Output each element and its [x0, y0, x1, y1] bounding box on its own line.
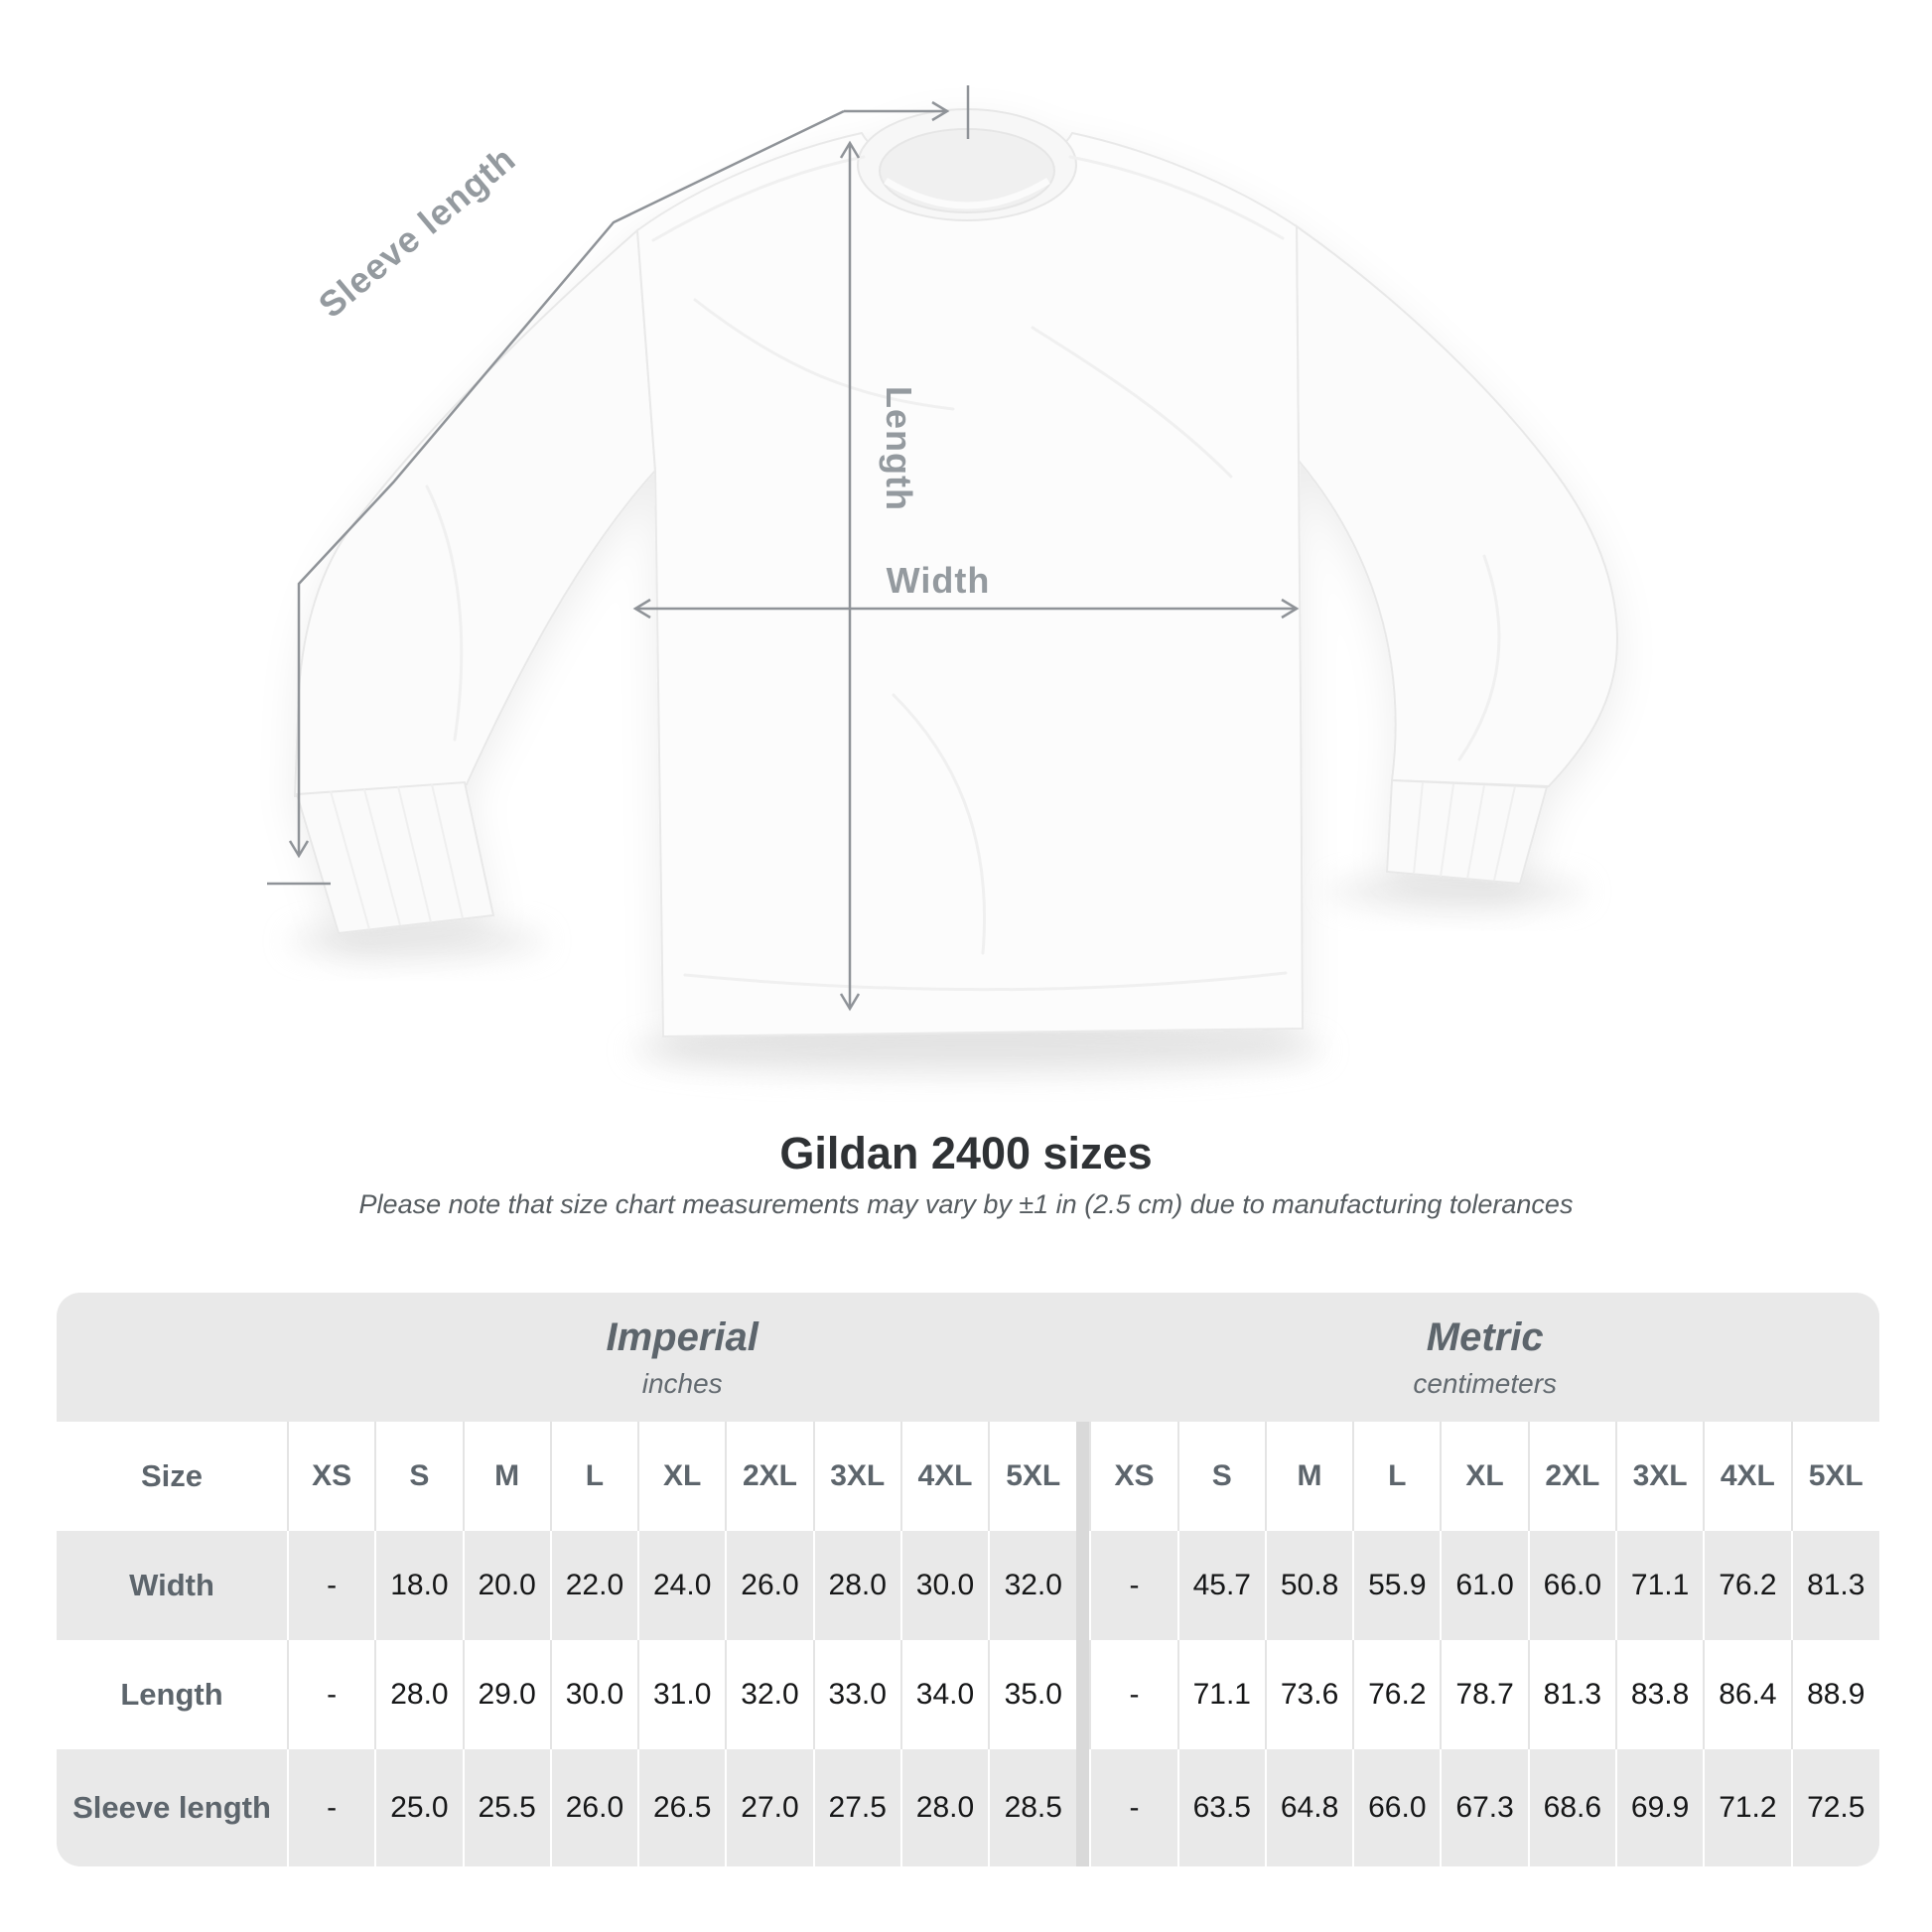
- band-gap: [1076, 1293, 1090, 1422]
- length-metric-value: 73.6: [1266, 1640, 1353, 1749]
- sleeve-imperial-value: -: [288, 1749, 375, 1866]
- size-header-metric-3xl: 3XL: [1616, 1422, 1704, 1531]
- size-table-grid: [57, 1293, 1879, 1866]
- size-header-imperial-3xl: 3XL: [814, 1422, 901, 1531]
- width-row: [57, 1531, 1879, 1640]
- imperial-group-header: [288, 1293, 1076, 1422]
- length-metric-value: 78.7: [1441, 1640, 1528, 1749]
- size-column-header: Size: [57, 1422, 288, 1531]
- width-imperial-value: -: [288, 1531, 375, 1640]
- sleeve-length-row-label: Sleeve length: [57, 1749, 288, 1866]
- sleeve-imperial-value: 26.0: [551, 1749, 638, 1866]
- width-imperial-value: 30.0: [901, 1531, 989, 1640]
- size-table: [57, 1293, 1879, 1866]
- length-metric-value: 81.3: [1529, 1640, 1616, 1749]
- width-metric-value: -: [1090, 1531, 1177, 1640]
- length-imperial-value: 35.0: [989, 1640, 1076, 1749]
- sleeve-imperial-value: 28.0: [901, 1749, 989, 1866]
- left-cuff: [297, 782, 493, 933]
- sleeve-metric-value: -: [1090, 1749, 1177, 1866]
- width-metric-value: 71.1: [1616, 1531, 1704, 1640]
- width-metric-value: 61.0: [1441, 1531, 1528, 1640]
- unit-divider: [1076, 1531, 1090, 1640]
- sleeve-metric-value: 64.8: [1266, 1749, 1353, 1866]
- sleeve-metric-value: 66.0: [1353, 1749, 1441, 1866]
- size-header-imperial-4xl: 4XL: [901, 1422, 989, 1531]
- length-metric-value: 86.4: [1704, 1640, 1791, 1749]
- size-header-imperial-xl: XL: [638, 1422, 726, 1531]
- page-subtitle: Please note that size chart measurements may vary by ±1 in (2.5 cm) due to manufacturing tolerances: [358, 1189, 1574, 1219]
- width-label: Width: [886, 560, 991, 601]
- width-imperial-value: 26.0: [726, 1531, 813, 1640]
- length-row-label: Length: [57, 1640, 288, 1749]
- sleeve-imperial-value: 28.5: [989, 1749, 1076, 1866]
- size-header-metric-2xl: 2XL: [1529, 1422, 1616, 1531]
- width-metric-value: 66.0: [1529, 1531, 1616, 1640]
- length-imperial-value: 30.0: [551, 1640, 638, 1749]
- length-metric-value: 76.2: [1353, 1640, 1441, 1749]
- sleeve-imperial-value: 25.0: [375, 1749, 463, 1866]
- sleeve-metric-value: 68.6: [1529, 1749, 1616, 1866]
- sleeve-length-label: Sleeve length: [310, 137, 524, 326]
- length-metric-value: 88.9: [1792, 1640, 1879, 1749]
- right-sleeve: [1297, 226, 1617, 786]
- length-imperial-value: 28.0: [375, 1640, 463, 1749]
- width-imperial-value: 24.0: [638, 1531, 726, 1640]
- width-imperial-value: 32.0: [989, 1531, 1076, 1640]
- length-metric-value: -: [1090, 1640, 1177, 1749]
- sleeve-metric-value: 69.9: [1616, 1749, 1704, 1866]
- length-row: [57, 1640, 1879, 1749]
- length-metric-value: 71.1: [1178, 1640, 1266, 1749]
- sleeve-metric-value: 67.3: [1441, 1749, 1528, 1866]
- width-imperial-value: 18.0: [375, 1531, 463, 1640]
- size-header-imperial-l: L: [551, 1422, 638, 1531]
- right-cuff: [1387, 780, 1547, 884]
- size-header-imperial-5xl: 5XL: [989, 1422, 1076, 1531]
- size-header-imperial-m: M: [464, 1422, 551, 1531]
- unit-header-row: [57, 1293, 1879, 1422]
- size-header-metric-4xl: 4XL: [1704, 1422, 1791, 1531]
- width-row-label: Width: [57, 1531, 288, 1640]
- length-imperial-value: 31.0: [638, 1640, 726, 1749]
- size-header-imperial-xs: XS: [288, 1422, 375, 1531]
- sleeve-imperial-value: 26.5: [638, 1749, 726, 1866]
- metric-group-header: [1090, 1293, 1879, 1422]
- metric-title: Metric: [1426, 1314, 1544, 1359]
- width-metric-value: 50.8: [1266, 1531, 1353, 1640]
- imperial-title: Imperial: [606, 1314, 759, 1359]
- sleeve-imperial-value: 25.5: [464, 1749, 551, 1866]
- width-imperial-value: 20.0: [464, 1531, 551, 1640]
- width-metric-value: 76.2: [1704, 1531, 1791, 1640]
- length-metric-value: 83.8: [1616, 1640, 1704, 1749]
- sleeve-imperial-value: 27.0: [726, 1749, 813, 1866]
- size-header-imperial-2xl: 2XL: [726, 1422, 813, 1531]
- unit-divider: [1076, 1749, 1090, 1866]
- size-header-row: [57, 1422, 1879, 1531]
- length-imperial-value: -: [288, 1640, 375, 1749]
- sleeve-imperial-value: 27.5: [814, 1749, 901, 1866]
- sleeve-metric-value: 63.5: [1178, 1749, 1266, 1866]
- size-header-metric-m: M: [1266, 1422, 1353, 1531]
- length-label: Length: [879, 386, 919, 511]
- width-imperial-value: 22.0: [551, 1531, 638, 1640]
- width-metric-value: 81.3: [1792, 1531, 1879, 1640]
- size-header-metric-5xl: 5XL: [1792, 1422, 1879, 1531]
- unit-divider: [1076, 1640, 1090, 1749]
- size-header-metric-l: L: [1353, 1422, 1441, 1531]
- sleeve-length-row: [57, 1749, 1879, 1866]
- page-title: Gildan 2400 sizes: [779, 1128, 1153, 1178]
- sleeve-metric-value: 72.5: [1792, 1749, 1879, 1866]
- unit-divider: [1076, 1422, 1090, 1531]
- imperial-unit: inches: [641, 1367, 723, 1399]
- metric-unit: centimeters: [1413, 1367, 1558, 1399]
- size-header-metric-s: S: [1178, 1422, 1266, 1531]
- band-corner: [57, 1293, 288, 1422]
- length-imperial-value: 33.0: [814, 1640, 901, 1749]
- length-imperial-value: 32.0: [726, 1640, 813, 1749]
- width-imperial-value: 28.0: [814, 1531, 901, 1640]
- width-metric-value: 55.9: [1353, 1531, 1441, 1640]
- size-header-metric-xs: XS: [1090, 1422, 1177, 1531]
- length-imperial-value: 29.0: [464, 1640, 551, 1749]
- length-imperial-value: 34.0: [901, 1640, 989, 1749]
- size-header-metric-xl: XL: [1441, 1422, 1528, 1531]
- sleeve-metric-value: 71.2: [1704, 1749, 1791, 1866]
- size-header-imperial-s: S: [375, 1422, 463, 1531]
- width-metric-value: 45.7: [1178, 1531, 1266, 1640]
